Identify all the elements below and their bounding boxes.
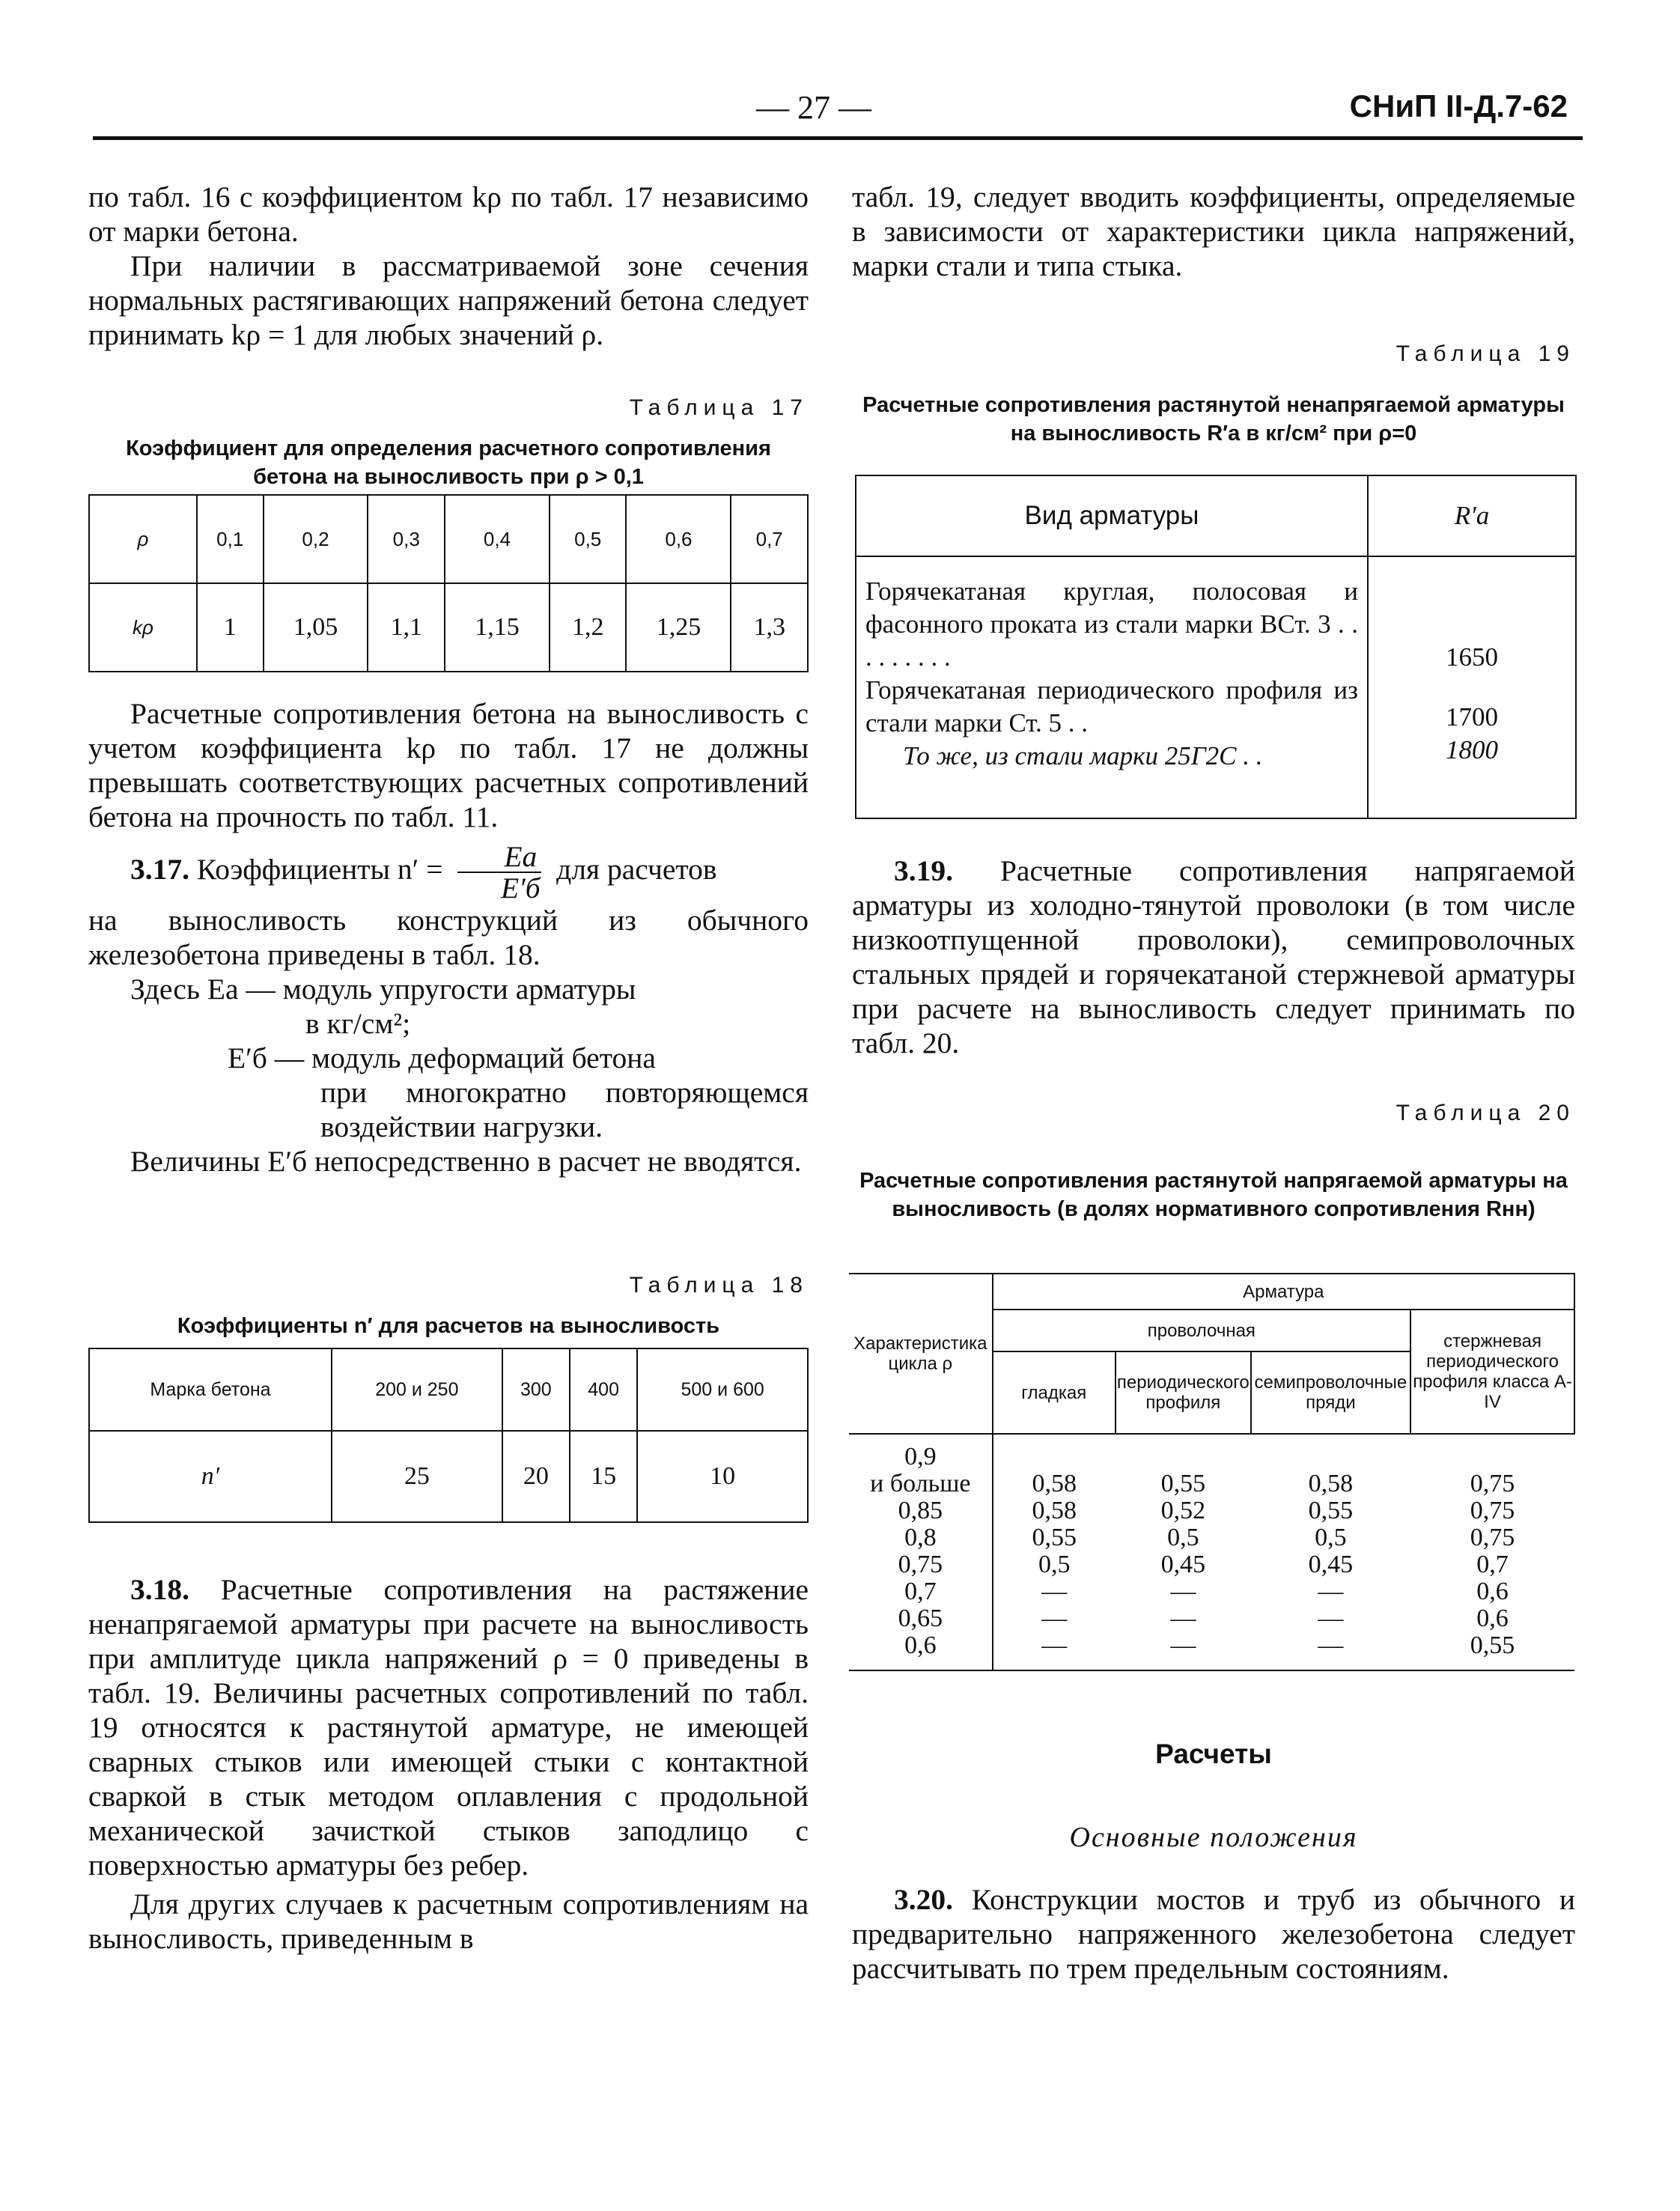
table-cell: 10 bbox=[637, 1431, 808, 1522]
section-number: 3.18. bbox=[130, 1573, 189, 1606]
table-cell: — bbox=[1041, 1605, 1068, 1632]
table-20-label: Таблица 20 bbox=[1396, 1101, 1575, 1125]
left-col-body bbox=[88, 696, 809, 1179]
table-18 bbox=[88, 1348, 809, 1523]
table-cell: 0,5 bbox=[1167, 1524, 1199, 1551]
table-header: семипроволочные пряди bbox=[1251, 1351, 1410, 1434]
paragraph: При наличии в рассматриваемой зоне сечения нормальных растягивающих напряжений бетона следует принимать kρ = 1 для любых значений ρ. bbox=[88, 249, 809, 351]
section-3-19 bbox=[852, 854, 1575, 1060]
table-cell: 0,5 bbox=[550, 495, 627, 583]
paragraph: Величины E′б непосредственно в расчет не вводятся. bbox=[130, 1145, 802, 1178]
table-cell: 0,6 bbox=[1476, 1605, 1509, 1632]
left-col-end bbox=[88, 1572, 809, 1956]
table-19 bbox=[855, 475, 1577, 819]
table-17 bbox=[88, 494, 809, 672]
table-header: Арматура bbox=[993, 1274, 1574, 1310]
table-cell bbox=[1251, 1444, 1410, 1471]
section-3-20 bbox=[852, 1882, 1575, 1986]
table-cell: 0,75 bbox=[1470, 1470, 1515, 1497]
table-column-periodic bbox=[1116, 1434, 1251, 1670]
fraction-denominator: E′б bbox=[500, 872, 541, 904]
right-col-intro bbox=[852, 180, 1575, 283]
table-cell: — bbox=[1041, 1578, 1068, 1605]
table-cell: 0,4 bbox=[445, 495, 550, 583]
table-cell: 0,2 bbox=[264, 495, 368, 583]
paragraph: Для других случаев к расчетным сопротивлениям на выносливость, приведенным в bbox=[88, 1888, 809, 1955]
right-col-end bbox=[852, 1882, 1575, 1986]
section-text: Расчетные сопротивления напрягаемой арматуры из холодно-тянутой проволоки (в том числе низкоотпущенной проволоки), семипроволочных стальных прядей и горячекатаной стержневой арматуры при расчете на выносливость следует принимать по табл. 20. bbox=[852, 854, 1575, 1059]
section-text: Коэффициенты n′ = bbox=[196, 853, 443, 886]
table-cell: 0,55 bbox=[1308, 1497, 1354, 1524]
table-cell: 0,65 bbox=[898, 1605, 943, 1632]
table-cell: 0,6 bbox=[626, 495, 731, 583]
table-cell: 0,5 bbox=[1038, 1551, 1071, 1578]
table-cell: 0,58 bbox=[1308, 1470, 1354, 1497]
table-cell: 0,58 bbox=[1032, 1497, 1077, 1524]
table-cell: — bbox=[1318, 1578, 1344, 1605]
definition: при многократно повторяющемся воздействии нагрузки. bbox=[320, 1076, 809, 1143]
table-20-title: Расчетные сопротивления растянутой напрягаемой арматуры на выносливость (в долях нормативного сопротивления Rнн) bbox=[859, 1169, 1568, 1221]
table-cell: 1,25 bbox=[626, 583, 731, 672]
table-header: R′а bbox=[1368, 475, 1576, 556]
table-cell bbox=[856, 556, 1368, 818]
table-header: проволочная bbox=[993, 1310, 1410, 1351]
resistance-value: 1800 bbox=[1446, 735, 1498, 764]
table-header: Марка бетона bbox=[89, 1348, 332, 1431]
table-header: 200 и 250 bbox=[332, 1348, 502, 1431]
table-cell: 0,55 bbox=[1032, 1524, 1077, 1551]
table-cell: 0,45 bbox=[1160, 1551, 1206, 1578]
table-cell: — bbox=[1318, 1605, 1344, 1632]
table-cell: 20 bbox=[502, 1431, 570, 1522]
table-header: 300 bbox=[502, 1348, 570, 1431]
paragraph: на выносливость конструкций из обычного железобетона приведены в табл. 18. bbox=[88, 904, 809, 971]
table-cell: 0,55 bbox=[1160, 1470, 1206, 1497]
paragraph: табл. 19, следует вводить коэффициенты, определяемые в зависимости от характеристики цикла напряжений, марки стали и типа стыка. bbox=[852, 180, 1575, 282]
table-17-label: Таблица 17 bbox=[629, 395, 809, 420]
table-cell: 0,52 bbox=[1160, 1497, 1206, 1524]
table-cell: 0,8 bbox=[904, 1524, 937, 1551]
table-20 bbox=[849, 1273, 1575, 1671]
resistance-value: 1700 bbox=[1446, 702, 1498, 732]
section-number: 3.19. bbox=[894, 854, 953, 887]
table-cell: — bbox=[1170, 1605, 1196, 1632]
table-17-title: Коэффициент для определения расчетного сопротивления бетона на выносливость при ρ > 0,1 bbox=[126, 437, 771, 489]
table-column-rod bbox=[1410, 1434, 1574, 1670]
table-cell: 0,3 bbox=[368, 495, 445, 583]
table-cell bbox=[1410, 1444, 1574, 1471]
table-cell: 0,75 bbox=[898, 1551, 943, 1578]
heading-basic-provisions: Основные положения bbox=[1069, 1822, 1358, 1853]
section-text: Расчетные сопротивления на растяжение ненапрягаемой арматуры при расчете на выносливость при амплитуде цикла напряжений ρ = 0 приведены в табл. 19. Величины расчетных сопротивлений по табл. 19 относятся к растянутой арматуре, не имеющей сварных стыков или имеющей стыки с контактной сваркой в стык методом оплавления с продольной механической зачисткой стыков заподлицо с поверхностью арматуры без ребер. bbox=[88, 1573, 809, 1882]
section-text: для расчетов bbox=[556, 853, 717, 886]
table-18-title: Коэффициенты n′ для расчетов на выносливость bbox=[177, 1314, 720, 1338]
fraction-numerator: Eа bbox=[457, 842, 541, 873]
table-cell: 1,1 bbox=[368, 583, 445, 672]
table-cell: 1,05 bbox=[264, 583, 368, 672]
table-cell bbox=[1116, 1444, 1251, 1471]
table-cell: kρ bbox=[89, 583, 197, 672]
table-header: стержневая периодического профиля класса A-IV bbox=[1410, 1310, 1574, 1434]
section-number: 3.20. bbox=[894, 1883, 953, 1916]
armature-type: Горячекатаная круглая, полосовая и фасонного проката из стали марки ВСт. 3 . . . . . . . . . bbox=[865, 577, 1358, 672]
table-cell: 0,58 bbox=[1032, 1470, 1077, 1497]
table-cell: и больше bbox=[870, 1470, 971, 1497]
table-cell: — bbox=[1041, 1631, 1068, 1659]
table-cell bbox=[1368, 556, 1576, 818]
table-header: 400 bbox=[570, 1348, 637, 1431]
table-cell: 0,1 bbox=[197, 495, 264, 583]
table-cell: ρ bbox=[89, 495, 197, 583]
header-rule bbox=[93, 136, 1583, 140]
table-cell: n′ bbox=[89, 1431, 332, 1522]
table-header: Характеристика цикла ρ bbox=[849, 1274, 993, 1434]
table-header: периодического профиля bbox=[1116, 1351, 1251, 1434]
table-cell: 1,15 bbox=[445, 583, 550, 672]
section-text: Конструкции мостов и труб из обычного и предварительно напряженного железобетона следует рассчитывать по трем предельным состояниям. bbox=[852, 1883, 1575, 1985]
table-header: Вид арматуры bbox=[856, 475, 1368, 556]
table-cell: 0,6 bbox=[904, 1631, 937, 1659]
table-cell: 0,5 bbox=[1315, 1524, 1347, 1551]
table-cell: 1,3 bbox=[731, 583, 808, 672]
table-cell: 1 bbox=[197, 583, 264, 672]
armature-type: Горячекатаная периодического профиля из стали марки Ст. 5 . . bbox=[865, 675, 1358, 737]
table-header: 500 и 600 bbox=[637, 1348, 808, 1431]
table-cell: 0,7 bbox=[731, 495, 808, 583]
table-cell: 15 bbox=[570, 1431, 637, 1522]
table-cell: 1,2 bbox=[550, 583, 627, 672]
table-cell: — bbox=[1170, 1631, 1196, 1659]
armature-type: То же, из стали марки 25Г2С . . bbox=[903, 741, 1263, 770]
paragraph: по табл. 16 с коэффициентом kρ по табл. 17 независимо от марки бетона. bbox=[88, 180, 809, 248]
heading-calculations: Расчеты bbox=[1155, 1739, 1272, 1769]
right-col-body bbox=[852, 854, 1575, 1060]
table-cell: — bbox=[1170, 1578, 1196, 1605]
table-column-rho bbox=[849, 1434, 993, 1670]
table-19-title: Расчетные сопротивления растянутой ненапрягаемой арматуры на выносливость R′а в кг/см² при ρ=0 bbox=[862, 393, 1565, 445]
section-3-18 bbox=[88, 1572, 809, 1882]
table-cell: 0,75 bbox=[1470, 1524, 1515, 1551]
table-18-label: Таблица 18 bbox=[629, 1273, 809, 1298]
table-cell: 0,45 bbox=[1308, 1551, 1354, 1578]
definition: E′б — модуль деформаций бетона bbox=[228, 1041, 656, 1074]
table-cell: 25 bbox=[332, 1431, 502, 1522]
paragraph: Расчетные сопротивления бетона на выносливость с учетом коэффициента kρ по табл. 17 не должны превышать соответствующих расчетных сопротивлений бетона на прочность по табл. 11. bbox=[88, 697, 809, 833]
table-header: гладкая bbox=[993, 1351, 1116, 1434]
document-code: СНиП II-Д.7-62 bbox=[1349, 88, 1568, 124]
page-number: — 27 — bbox=[756, 89, 871, 126]
section-number: 3.17. bbox=[130, 853, 189, 886]
table-cell: 0,75 bbox=[1470, 1497, 1515, 1524]
table-column-smooth bbox=[993, 1434, 1116, 1670]
table-cell: 0,9 bbox=[904, 1443, 937, 1471]
table-cell bbox=[993, 1444, 1116, 1471]
definition: Здесь Eа — модуль упругости арматуры bbox=[130, 973, 636, 1006]
section-3-17 bbox=[88, 842, 809, 903]
table-cell: — bbox=[1318, 1631, 1344, 1659]
table-cell: 0,85 bbox=[898, 1497, 943, 1524]
table-column-strands bbox=[1251, 1434, 1410, 1670]
table-cell: 0,7 bbox=[1476, 1551, 1509, 1578]
left-col-intro bbox=[88, 180, 809, 352]
table-cell: 0,55 bbox=[1470, 1631, 1515, 1659]
table-19-label: Таблица 19 bbox=[1396, 341, 1575, 366]
resistance-value: 1650 bbox=[1446, 642, 1498, 672]
table-cell: 0,7 bbox=[904, 1578, 937, 1605]
definition: в кг/см²; bbox=[305, 1007, 411, 1040]
fraction bbox=[457, 842, 541, 903]
table-cell: 0,6 bbox=[1476, 1578, 1509, 1605]
